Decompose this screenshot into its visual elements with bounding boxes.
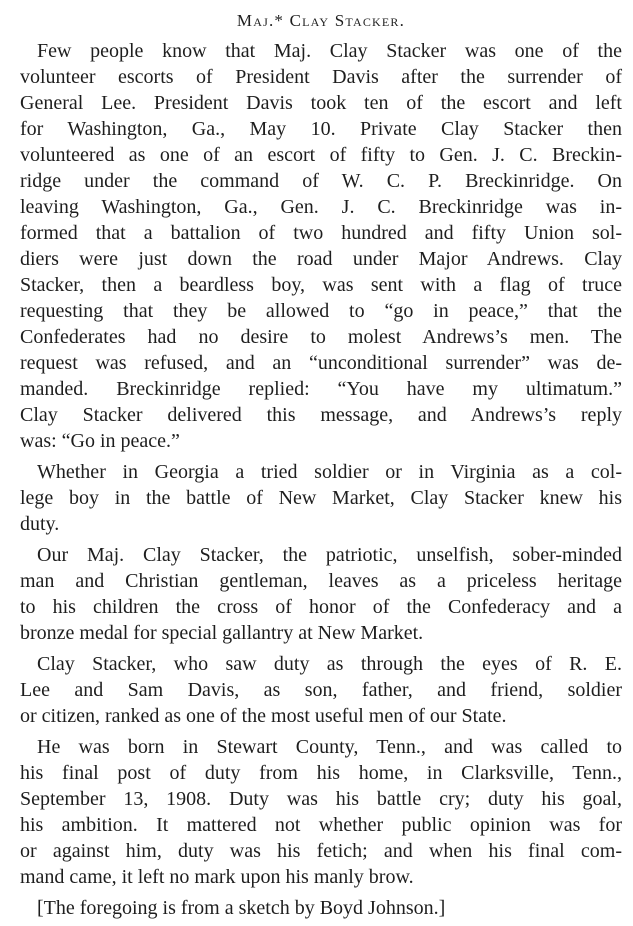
source-note: [The foregoing is from a sketch by Boyd Johnson.] <box>37 897 446 919</box>
text-line: ridge under the command of W. C. P. Breckinridge. On <box>20 170 622 192</box>
paragraph-duty <box>20 459 622 537</box>
text-line: or against him, duty was his fetich; and when his final com- <box>20 840 622 862</box>
text-line: Our Maj. Clay Stacker, the patriotic, unselfish, sober-minded <box>37 544 622 566</box>
page-title <box>20 10 622 32</box>
text-line: manded. Breckinridge replied: “You have my ultimatum.” <box>20 378 622 400</box>
text-line: leaving Washington, Ga., Gen. J. C. Breckinridge was in- <box>20 196 622 218</box>
text-line: duty. <box>20 513 60 535</box>
text-line: Few people know that Maj. Clay Stacker was one of the <box>37 40 622 62</box>
paragraph-source-note <box>20 895 622 921</box>
text-line: Clay Stacker delivered this message, and Andrews’s reply <box>20 404 622 426</box>
document-page <box>20 10 622 926</box>
text-line: Confederates had no desire to molest Andrews’s men. The <box>20 326 622 348</box>
paragraph-birth-death <box>20 734 622 890</box>
paragraph-escort <box>20 38 622 454</box>
text-line: or citizen, ranked as one of the most useful men of our State. <box>20 705 507 727</box>
text-line: man and Christian gentleman, leaves as a priceless heritage <box>20 570 622 592</box>
text-line: formed that a battalion of two hundred and fifty Union sol- <box>20 222 622 244</box>
text-line: to his children the cross of honor of the Confederacy and a <box>20 596 622 618</box>
text-line: Whether in Georgia a tried soldier or in Virginia as a col- <box>37 461 622 483</box>
paragraph-useful-men <box>20 651 622 729</box>
text-line: diers were just down the road under Major Andrews. Clay <box>20 248 622 270</box>
text-line: Lee and Sam Davis, as son, father, and friend, soldier <box>20 679 622 701</box>
text-line: volunteered as one of an escort of fifty to Gen. J. C. Breckin- <box>20 144 622 166</box>
text-line: his ambition. It mattered not whether public opinion was for <box>20 814 622 836</box>
title-text: Maj.* Clay Stacker. <box>236 11 406 30</box>
text-line: bronze medal for special gallantry at New Market. <box>20 622 424 644</box>
text-line: Clay Stacker, who saw duty as through the eyes of R. E. <box>37 653 622 675</box>
text-line: Stacker, then a beardless boy, was sent with a flag of truce <box>20 274 622 296</box>
text-line: requesting that they be allowed to “go in peace,” that the <box>20 300 622 322</box>
text-line: He was born in Stewart County, Tenn., and was called to <box>37 736 622 758</box>
paragraph-heritage <box>20 542 622 646</box>
text-line: request was refused, and an “unconditional surrender” was de- <box>20 352 622 374</box>
text-line: was: “Go in peace.” <box>20 430 180 452</box>
text-line: volunteer escorts of President Davis after the surrender of <box>20 66 622 88</box>
text-line: his final post of duty from his home, in Clarksville, Tenn., <box>20 762 622 784</box>
text-line: for Washington, Ga., May 10. Private Clay Stacker then <box>20 118 622 140</box>
text-line: lege boy in the battle of New Market, Clay Stacker knew his <box>20 487 622 509</box>
text-line: General Lee. President Davis took ten of the escort and left <box>20 92 622 114</box>
text-line: September 13, 1908. Duty was his battle cry; duty his goal, <box>20 788 622 810</box>
text-line: mand came, it left no mark upon his manly brow. <box>20 866 414 888</box>
